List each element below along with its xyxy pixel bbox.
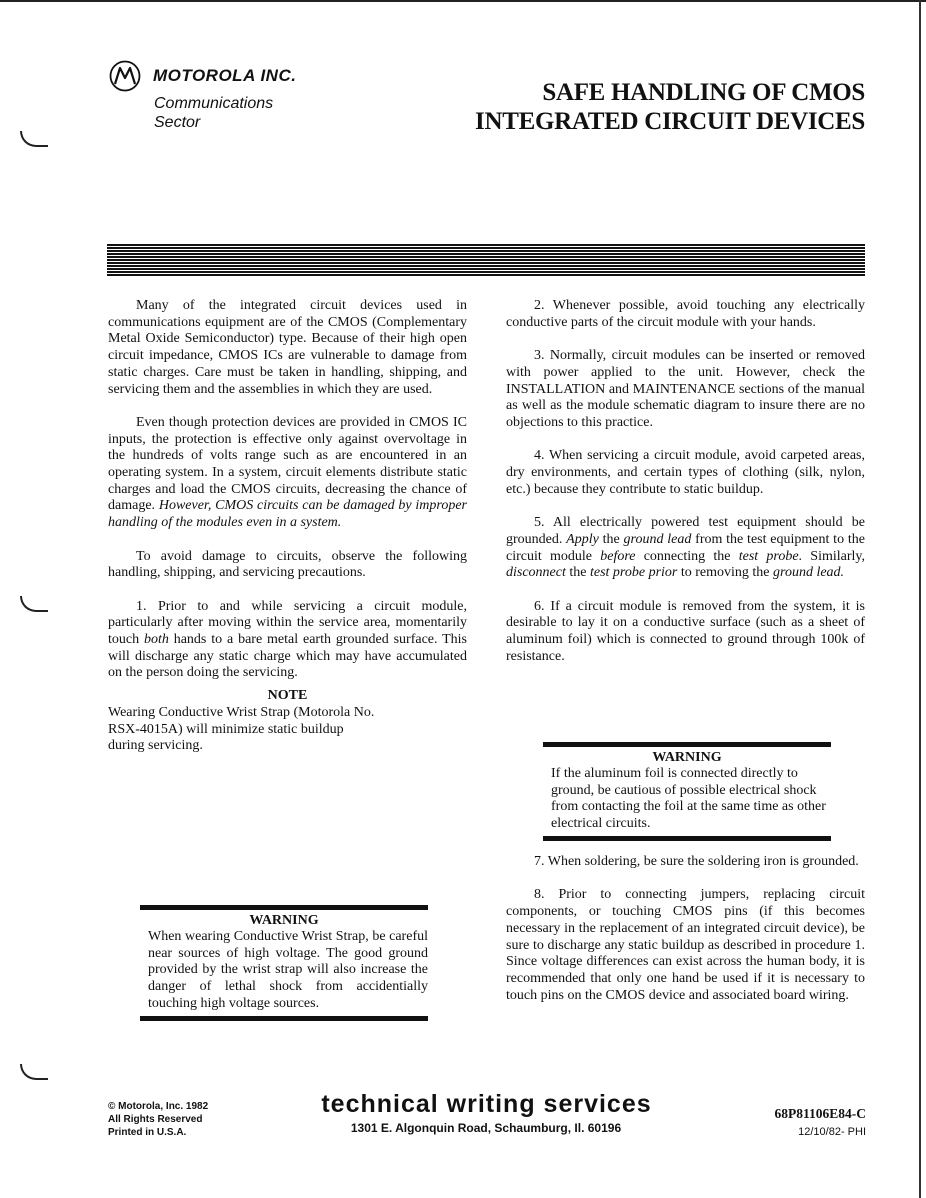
department-name: technical writing services: [321, 1090, 652, 1118]
department-address: 1301 E. Algonquin Road, Schaumburg, Il. 60196: [350, 1121, 622, 1135]
step-5-em-apply: Apply: [566, 531, 599, 547]
protection-emphasis: However, CMOS circuits can be damaged by improper handling of the modules even in a system.: [108, 498, 467, 531]
step-5-text-b: the: [598, 531, 624, 547]
sector-line-1: Communications: [154, 95, 274, 112]
step-5-text-d: connecting the: [635, 548, 739, 564]
paragraph-step-2: 2. Whenever possible, avoid touching any electrically conductive parts of the circuit module with your hands.: [506, 298, 865, 330]
left-column: [108, 298, 467, 755]
paragraph-precautions-intro: To avoid damage to circuits, observe the following handling, shipping, and servicing precautions.: [108, 548, 467, 581]
header-rule-band: [107, 244, 865, 277]
copyright-block: [108, 1100, 208, 1139]
right-column: [506, 298, 865, 665]
step-5-text-a: 5. All electrically powered test equipment should be grounded.: [506, 515, 865, 547]
step-5-em-test-probe-prior: test probe prior: [589, 565, 678, 581]
warning-box-right: [543, 742, 831, 841]
document-number: 68P81106E84-C: [774, 1106, 866, 1121]
step-1-text-b: hands to a bare metal earth grounded surface. This will discharge any static charge which may have accumulated on the person doing the servicing.: [108, 632, 467, 681]
right-column-lower: [506, 854, 865, 1004]
rights-line: All Rights Reserved: [108, 1114, 203, 1125]
sector-line-2: Sector: [154, 114, 201, 131]
paragraph-step-1: [108, 599, 467, 683]
paragraph-step-5: [506, 515, 865, 582]
page-top-edge: [0, 0, 926, 2]
step-5-em-ground-lead: ground lead: [623, 531, 692, 547]
warning-text: If the aluminum foil is connected directly to ground, be cautious of possible electrical shock from contacting the foil at the same time as other electrical circuits.: [551, 766, 826, 832]
step-5-em-ground-lead-2: ground lead.: [773, 565, 845, 581]
warning-title: WARNING: [652, 750, 722, 765]
page-right-edge: [919, 0, 921, 1198]
paragraph-step-3: 3. Normally, circuit modules can be inserted or removed with power applied to the unit. However, check the INSTALLATION and MAINTENANCE sections of the manual as well as the module schematic diagram to insure there are no objections to this practice.: [506, 348, 865, 430]
protection-text: Even though protection devices are provided in CMOS IC inputs, the protection is effective only against overvoltage in the hundreds of volts range such as are encountered in an operating system. In a system, circuit elements distribute static charges and load the CMOS circuits, decreasing the chance of damage.: [108, 414, 467, 514]
step-5-text-c: from the test equipment to the circuit module: [506, 531, 865, 564]
paragraph-step-4: 4. When servicing a circuit module, avoid carpeted areas, dry environments, and certain types of clothing (silk, nylon, etc.) because they contribute to static buildup.: [506, 448, 865, 497]
note-text: Wearing Conductive Wrist Strap (Motorola No. RSX-4015A) will minimize static buildup during servicing.: [108, 704, 375, 754]
paragraph-step-6: 6. If a circuit module is removed from the system, it is desirable to lay it on a conductive surface (such as a sheet of aluminum foil) which is connected to ground through 100k of resistance.: [506, 598, 865, 664]
paragraph-step-8: 8. Prior to connecting jumpers, replacing circuit components, or touching CMOS pins (if this becomes necessary in the replacement of an integrated circuit device), be sure to discharge any static buildup as described in procedure 1. Since voltage differences can exist across the human body, it is recommended that only one hand be used if it is necessary to touch pins on the CMOS device and associated board wiring.: [506, 887, 865, 1003]
step-1-emphasis: both: [143, 632, 169, 648]
printed-line: Printed in U.S.A.: [108, 1127, 187, 1138]
step-1-text-a: 1. Prior to and while servicing a circuit module, particularly after moving within the service area, momentarily touch: [108, 598, 467, 648]
margin-mark: [20, 1064, 48, 1080]
step-5-text-e: . Similarly,: [798, 548, 865, 564]
copyright-line: © Motorola, Inc. 1982: [108, 1101, 209, 1112]
margin-mark: [20, 596, 48, 612]
warning-box-left: [140, 905, 428, 1021]
warning-title: WARNING: [249, 913, 319, 928]
motorola-logo-icon: [109, 60, 141, 92]
company-name: MOTOROLA INC.: [153, 66, 297, 85]
note-title: NOTE: [267, 688, 308, 704]
paragraph-protection: [108, 415, 467, 532]
document-date: 12/10/82- PHI: [798, 1126, 866, 1138]
title-line-2: INTEGRATED CIRCUIT DEVICES: [475, 108, 865, 135]
step-5-text-g: to removing the: [677, 565, 774, 581]
warning-text: When wearing Conductive Wrist Strap, be careful near sources of high voltage. The good ground provided by the wrist strap will also increase the danger of lethal shock from accidentially touching high voltage sources.: [148, 929, 428, 1011]
step-5-text-f: the: [565, 565, 590, 581]
step-5-em-before: before: [600, 548, 636, 564]
step-5-em-test-probe: test probe: [738, 548, 799, 564]
paragraph-intro: Many of the integrated circuit devices used in communications equipment are of the CMOS (Complementary Metal Oxide Semiconductor) type. Because of their high open circuit impedance, CMOS ICs are vulnerable to damage from static charges. Care must be taken in handling, shipping, and servicing them and the assemblies in which they are used.: [108, 298, 467, 397]
page-title: [420, 78, 865, 136]
title-line-1: SAFE HANDLING OF CMOS: [542, 79, 865, 106]
step-5-em-disconnect: disconnect: [506, 565, 566, 581]
company-sector: [154, 94, 273, 132]
paragraph-step-7: 7. When soldering, be sure the soldering iron is grounded.: [534, 854, 859, 869]
margin-mark: [20, 131, 48, 147]
